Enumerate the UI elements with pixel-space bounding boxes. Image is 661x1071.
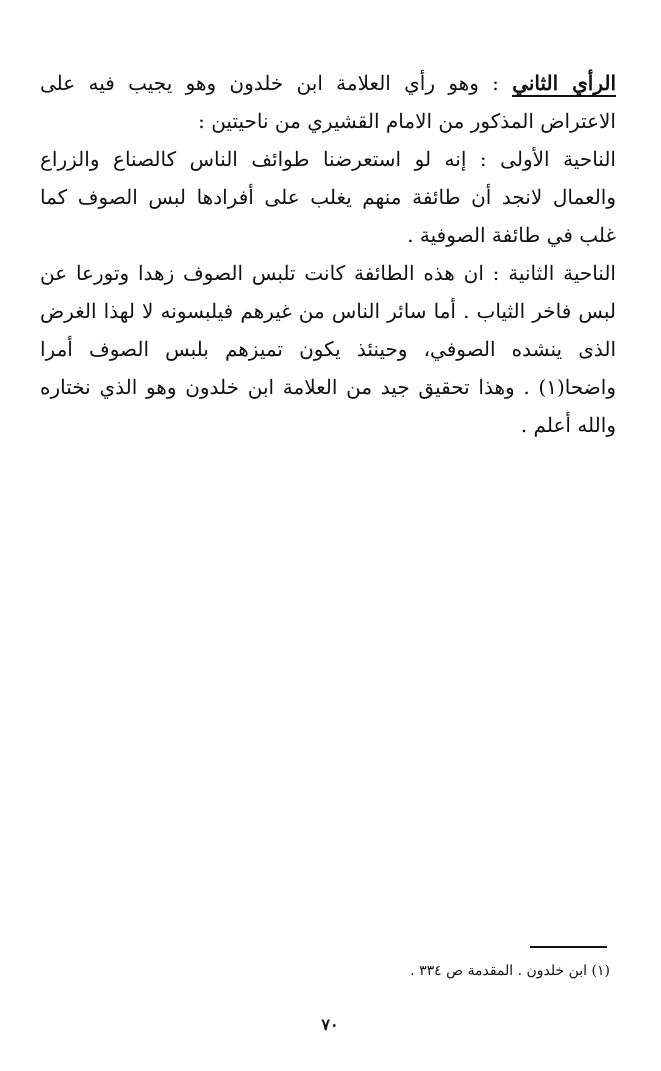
footnote-divider — [530, 946, 607, 948]
footnote: (١) ابن خلدون . المقدمة ص ٣٣٤ . — [410, 963, 610, 979]
page-number: ٧٠ — [321, 1015, 339, 1034]
second-opinion-label: الرأي الثاني — [512, 71, 617, 95]
main-text — [40, 64, 616, 444]
paragraph-second-aspect: الناحية الثانية : ان هذه الطائفة كانت تلبس الصوف زهدا وتورعا عن لبس فاخر الثياب . أما سائر الناس من غيرهم فيلبسونه لا لهذا الغرض الذى ينشده الصوفي، وحينئذ يكون تميزهم بلبس الصوف أمرا واضحا(١) . وهذا تحقيق جيد من العلامة ابن خلدون وهو الذي نختاره والله أعلم . — [40, 261, 616, 437]
second-opinion-text: : وهو رأي العلامة ابن خلدون وهو يجيب فيه على الاعتراض المذكور من الامام القشيري من ناحيتين : — [40, 71, 616, 133]
paragraph-second-opinion — [40, 64, 616, 140]
paragraph-first-aspect: الناحية الأولى : إنه لو استعرضنا طوائف الناس كالصناع والزراع والعمال لانجد أن طائفة منهم يغلب على أفرادها لبس الصوف كما غلب في طائفة الصوفية . — [40, 147, 616, 247]
